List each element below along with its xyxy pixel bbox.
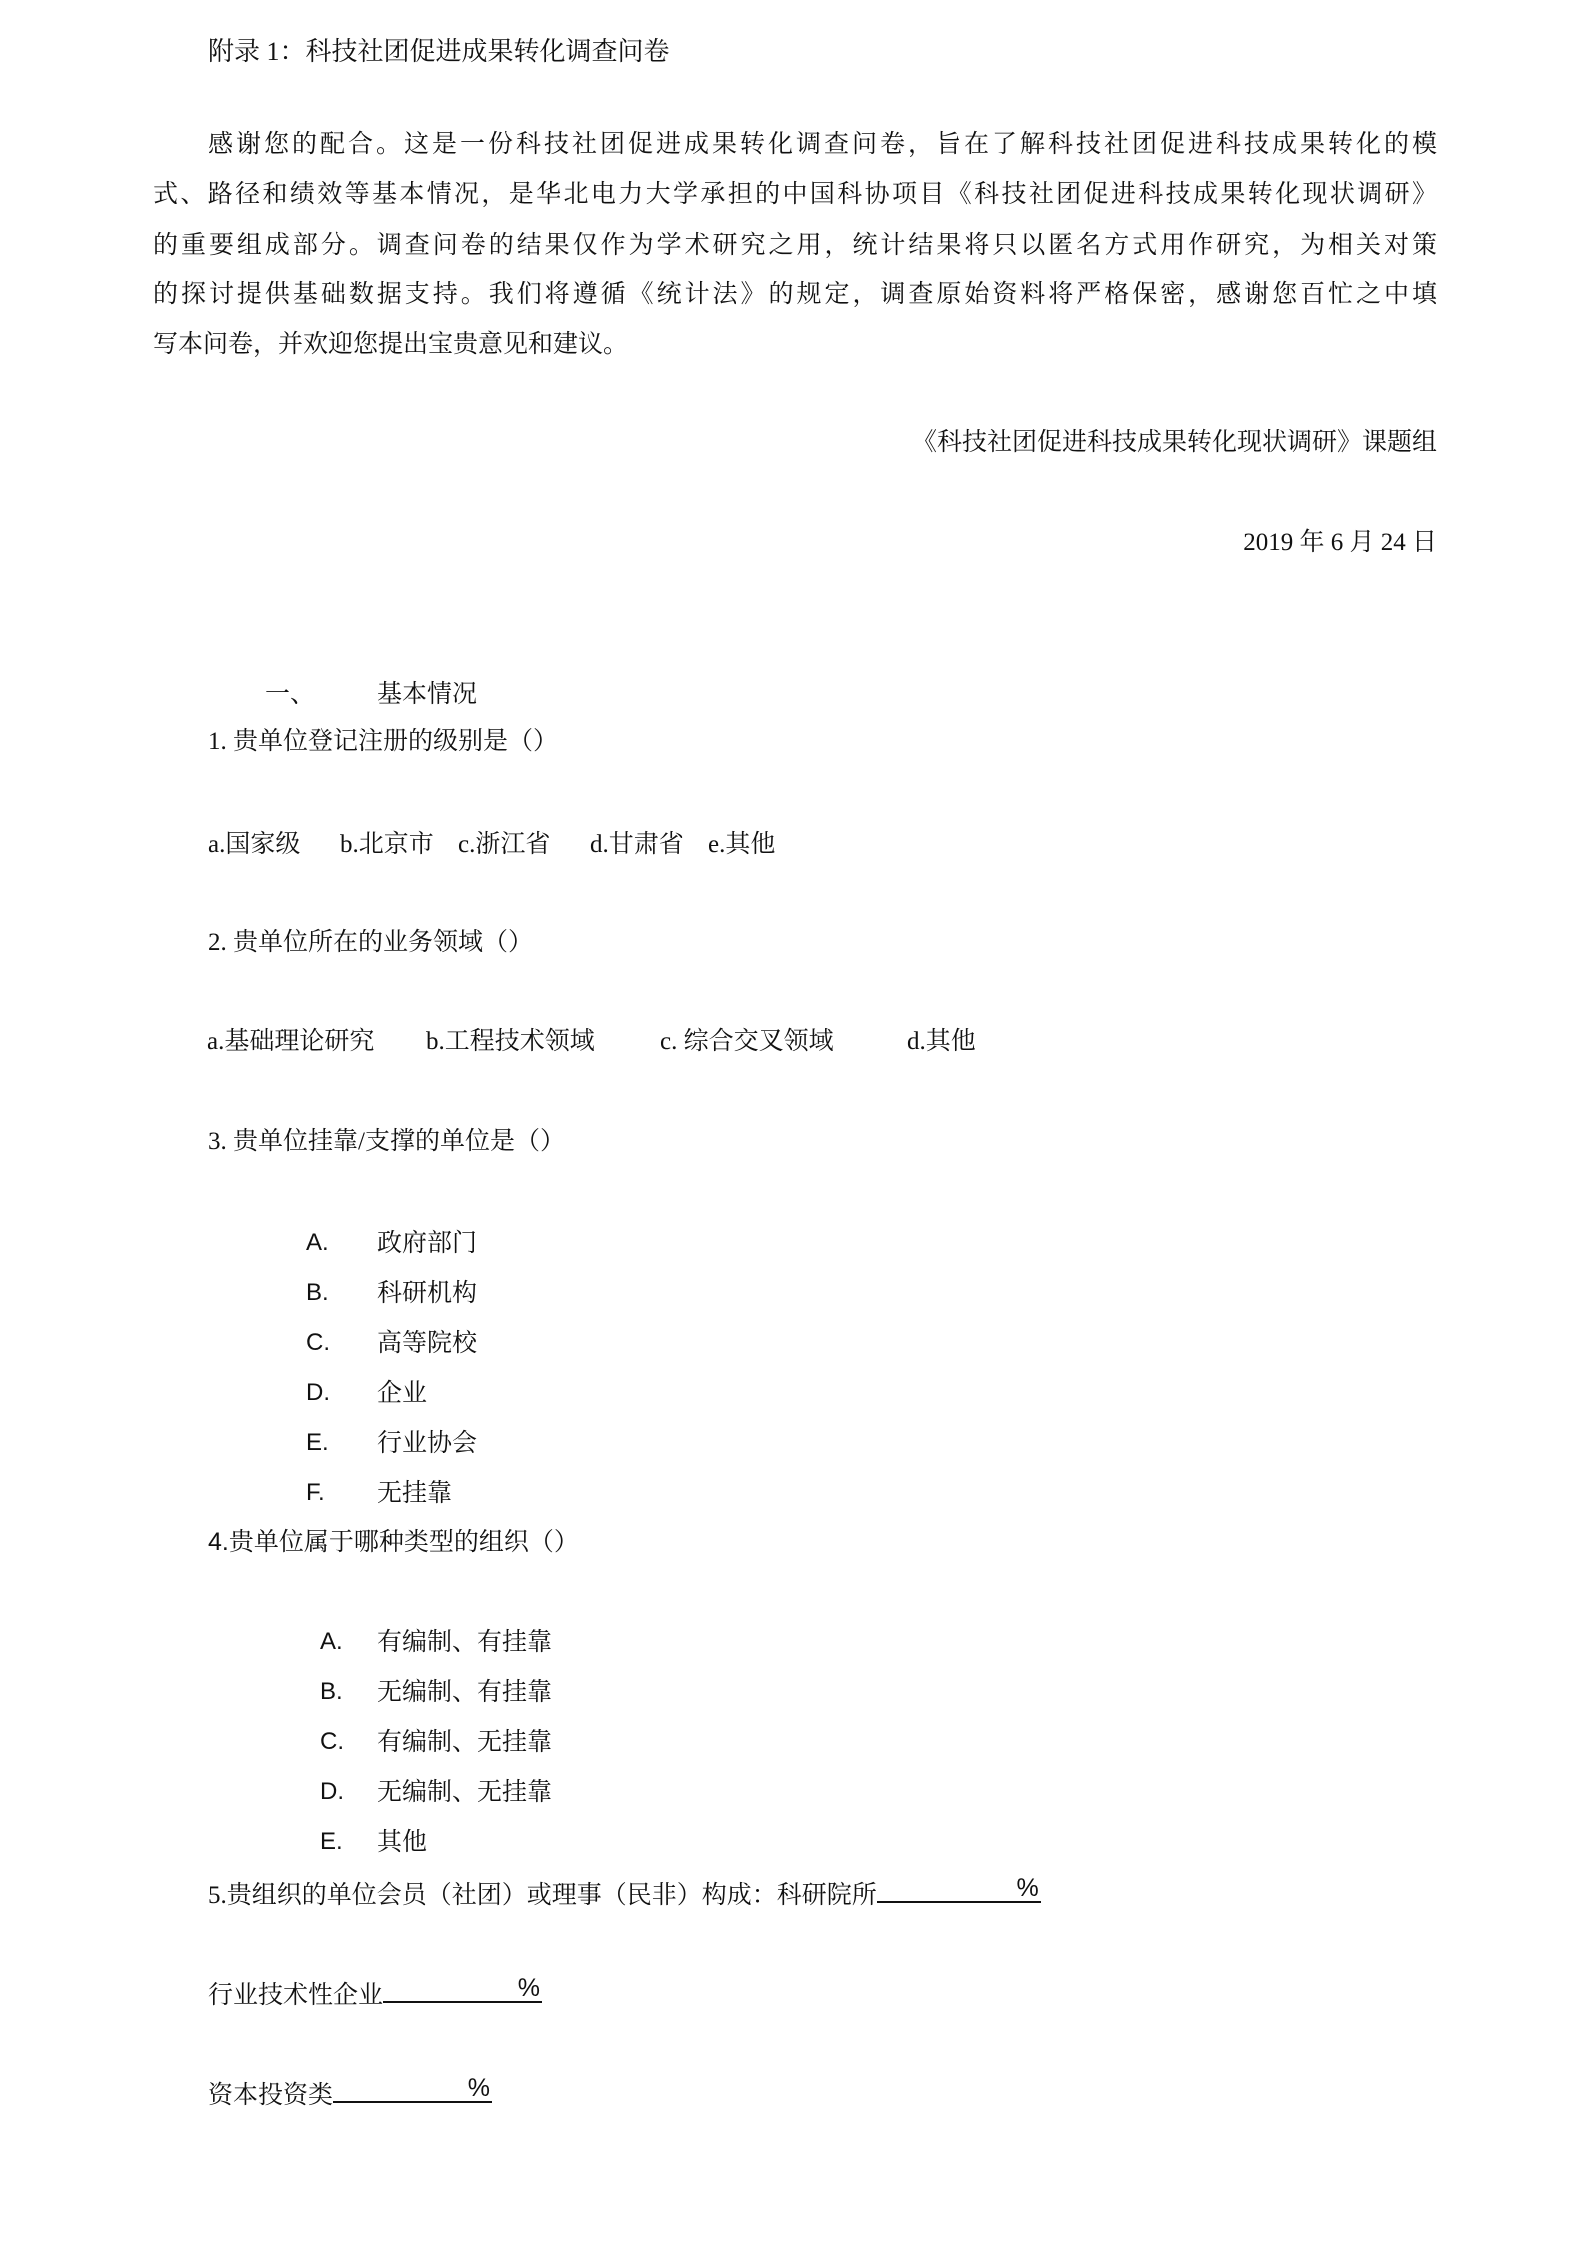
option-text: 政府部门 — [377, 1229, 478, 1257]
option-text: 无编制、无挂靠 — [377, 1778, 553, 1806]
percent-unit: % — [1016, 1874, 1039, 1902]
fill-in-row — [208, 1975, 542, 2011]
option-letter: C. — [320, 1728, 344, 1755]
intro-line: 的重要组成部分。调查问卷的结果仅作为学术研究之用，统计结果将只以匿名方式用作研究，为相关对策 — [153, 232, 1437, 259]
research-institute-percent-field[interactable] — [877, 1875, 1041, 1903]
fill-in-label: 资本投资类 — [208, 2082, 334, 2109]
option-letter: C. — [306, 1329, 330, 1356]
option-text: 无挂靠 — [377, 1479, 453, 1507]
option-text: 科研机构 — [377, 1279, 478, 1307]
intro-line: 式、路径和绩效等基本情况，是华北电力大学承担的中国科协项目《科技社团促进科技成果转化现状调研》 — [153, 181, 1437, 208]
question-label: 3. 贵单位挂靠/支撑的单位是（） — [208, 1128, 565, 1155]
option-text: 行业协会 — [377, 1429, 478, 1457]
intro-line: 感谢您的配合。这是一份科技社团促进成果转化调查问卷，旨在了解科技社团促进科技成果转化的模 — [208, 131, 1437, 158]
option-text: 有编制、有挂靠 — [377, 1628, 553, 1656]
section-number: 一、 — [265, 681, 316, 708]
option-text: 无编制、有挂靠 — [377, 1678, 553, 1706]
intro-line: 写本问卷，并欢迎您提出宝贵意见和建议。 — [153, 331, 629, 358]
option-a[interactable]: a.基础理论研究 — [207, 1028, 375, 1055]
option-letter: A. — [320, 1628, 343, 1655]
option-letter: B. — [306, 1279, 329, 1306]
percent-unit: % — [467, 2074, 491, 2102]
option-text: 有编制、无挂靠 — [377, 1728, 553, 1756]
fill-in-row — [208, 2075, 492, 2111]
option-c[interactable]: c. 综合交叉领域 — [660, 1028, 834, 1055]
signature: 《科技社团促进科技成果转化现状调研》课题组 — [911, 429, 1437, 456]
intro-line: 的探讨提供基础数据支持。我们将遵循《统计法》的规定，调查原始资料将严格保密，感谢您百忙之中填 — [153, 281, 1437, 308]
option-d[interactable]: d.其他 — [907, 1028, 976, 1055]
question-label: 1. 贵单位登记注册的级别是（） — [208, 728, 559, 755]
option-d[interactable]: d.甘肃省 — [590, 831, 684, 858]
option-letter: E. — [306, 1429, 329, 1456]
question-label: 2. 贵单位所在的业务领域（） — [208, 929, 534, 956]
question-label: 4.贵单位属于哪种类型的组织（） — [208, 1528, 579, 1556]
option-e[interactable]: e.其他 — [708, 831, 776, 858]
option-letter: D. — [306, 1379, 330, 1406]
question-label-text: 5.贵组织的单位会员（社团）或理事（民非）构成：科研院所 — [208, 1882, 877, 1909]
option-letter: F. — [306, 1479, 325, 1506]
option-b[interactable]: b.工程技术领域 — [426, 1028, 595, 1055]
page-title: 附录 1：科技社团促进成果转化调查问卷 — [208, 37, 670, 66]
capital-investment-percent-field[interactable] — [333, 2075, 492, 2103]
option-text: 企业 — [377, 1379, 428, 1407]
option-text: 高等院校 — [377, 1329, 478, 1357]
option-letter: B. — [320, 1678, 343, 1705]
question-label — [208, 1875, 1041, 1911]
fill-in-label: 行业技术性企业 — [208, 1982, 384, 2009]
option-c[interactable]: c.浙江省 — [458, 831, 551, 858]
option-text: 其他 — [377, 1828, 428, 1856]
option-a[interactable]: a.国家级 — [208, 831, 301, 858]
tech-enterprise-percent-field[interactable] — [383, 1975, 542, 2003]
section-title: 基本情况 — [377, 681, 478, 708]
option-letter: E. — [320, 1828, 343, 1855]
percent-unit: % — [517, 1974, 541, 2002]
date: 2019 年 6 月 24 日 — [1243, 529, 1437, 556]
option-letter: D. — [320, 1778, 344, 1805]
option-letter: A. — [306, 1229, 329, 1256]
option-b[interactable]: b.北京市 — [340, 831, 434, 858]
